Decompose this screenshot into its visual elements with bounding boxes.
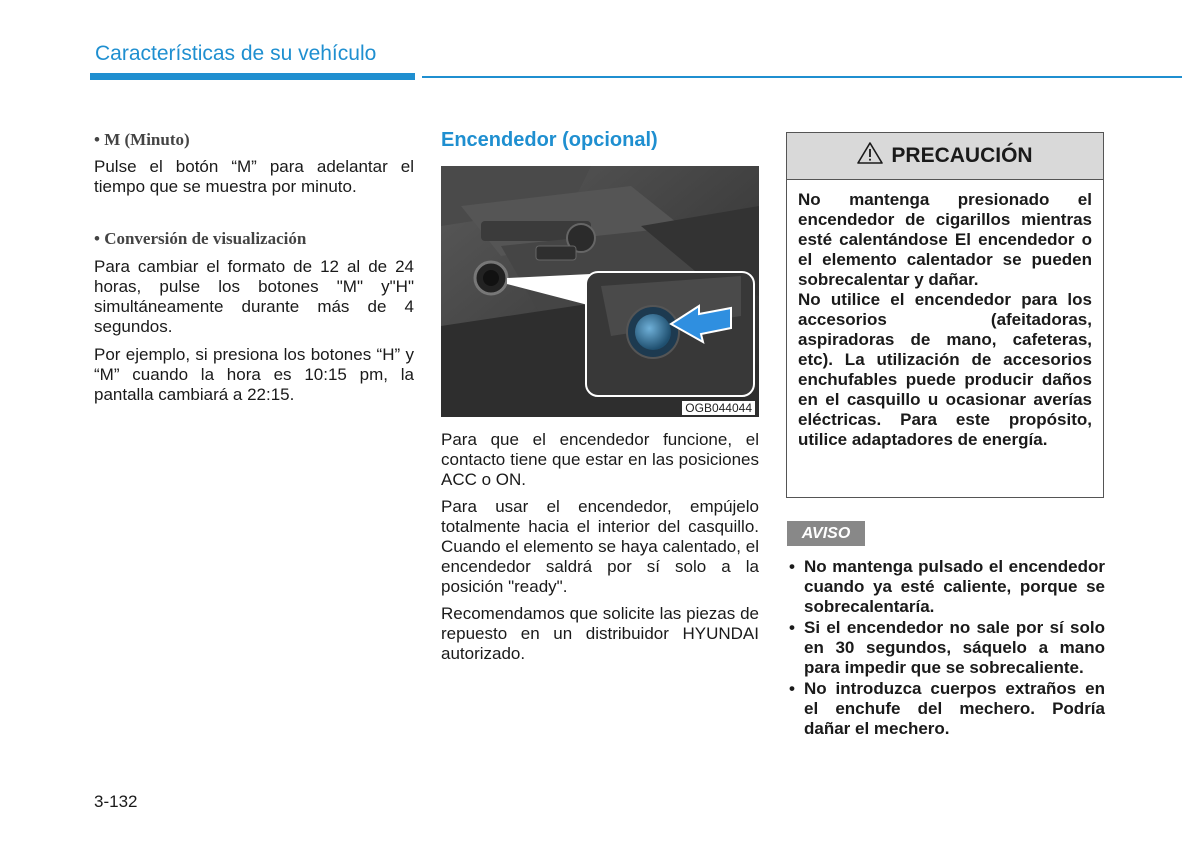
aviso-item: • Si el encendedor no sale por sí solo en 30 segundos, sáquelo a mano para impedir que se sobrecaliente.: [789, 618, 1105, 677]
section-title: Encendedor (opcional): [441, 129, 658, 151]
caution-header: [787, 133, 1103, 180]
console-illustration: [441, 166, 759, 417]
aviso-list: [787, 557, 1105, 740]
figure-code: OGB044044: [682, 401, 755, 415]
example-paragraph: Por ejemplo, si presiona los botones “H” y “M” cuando la hora es 10:15 pm, la pantalla cambiará a 22:15.: [94, 345, 414, 404]
aviso-item: • No introduzca cuerpos extraños en el enchufe del mechero. Podría dañar el mechero.: [789, 679, 1105, 738]
lighter-paragraph-3: Recomendamos que solicite las piezas de repuesto en un distribuidor HYUNDAI autorizado.: [441, 604, 759, 663]
conversion-paragraph: Para cambiar el formato de 12 al de 24 horas, pulse los botones "M" y"H" simultáneamente durante más de 4 segundos.: [94, 257, 414, 336]
conversion-heading: • Conversión de visualización: [94, 229, 307, 248]
lighter-figure: [441, 166, 759, 417]
page-header-title: Características de su vehículo: [95, 42, 377, 65]
aviso-item: • No mantenga pulsado el encendedor cuando ya esté caliente, porque se sobrecalentaría.: [789, 557, 1105, 616]
caution-title: PRECAUCIÓN: [891, 144, 1033, 167]
lighter-paragraph-1: Para que el encendedor funcione, el contacto tiene que estar en las posiciones ACC o ON.: [441, 430, 759, 489]
header-rule-thin: [422, 76, 1182, 78]
aviso-badge: AVISO: [787, 521, 865, 546]
minuto-paragraph: Pulse el botón “M” para adelantar el tiempo que se muestra por minuto.: [94, 157, 414, 196]
header-rule-thick: [90, 73, 415, 80]
warning-triangle-icon: [857, 142, 883, 170]
caution-text-1: No mantenga presionado el encendedor de cigarillos mientras esté calentándose El encendedor o el elemento calentador se pueden sobrecalentar y dañar.: [798, 190, 1092, 289]
lighter-paragraph-2: Para usar el encendedor, empújelo totalmente hacia el interior del casquillo. Cuando el elemento se haya calentado, el encendedor saldrá por sí solo a la posición "ready".: [441, 497, 759, 596]
minuto-heading: • M (Minuto): [94, 130, 190, 149]
page-number: 3-132: [94, 792, 138, 811]
caution-box: [786, 132, 1104, 498]
caution-text-2: No utilice el encendedor para los accesorios (afeitadoras, aspiradoras de mano, cafeteras, etc). La utilización de accesorios enchufables puede producir daños en el casquillo u ocasionar averías eléctricas. Para este propósito, utilice adaptadores de energía.: [798, 290, 1092, 449]
